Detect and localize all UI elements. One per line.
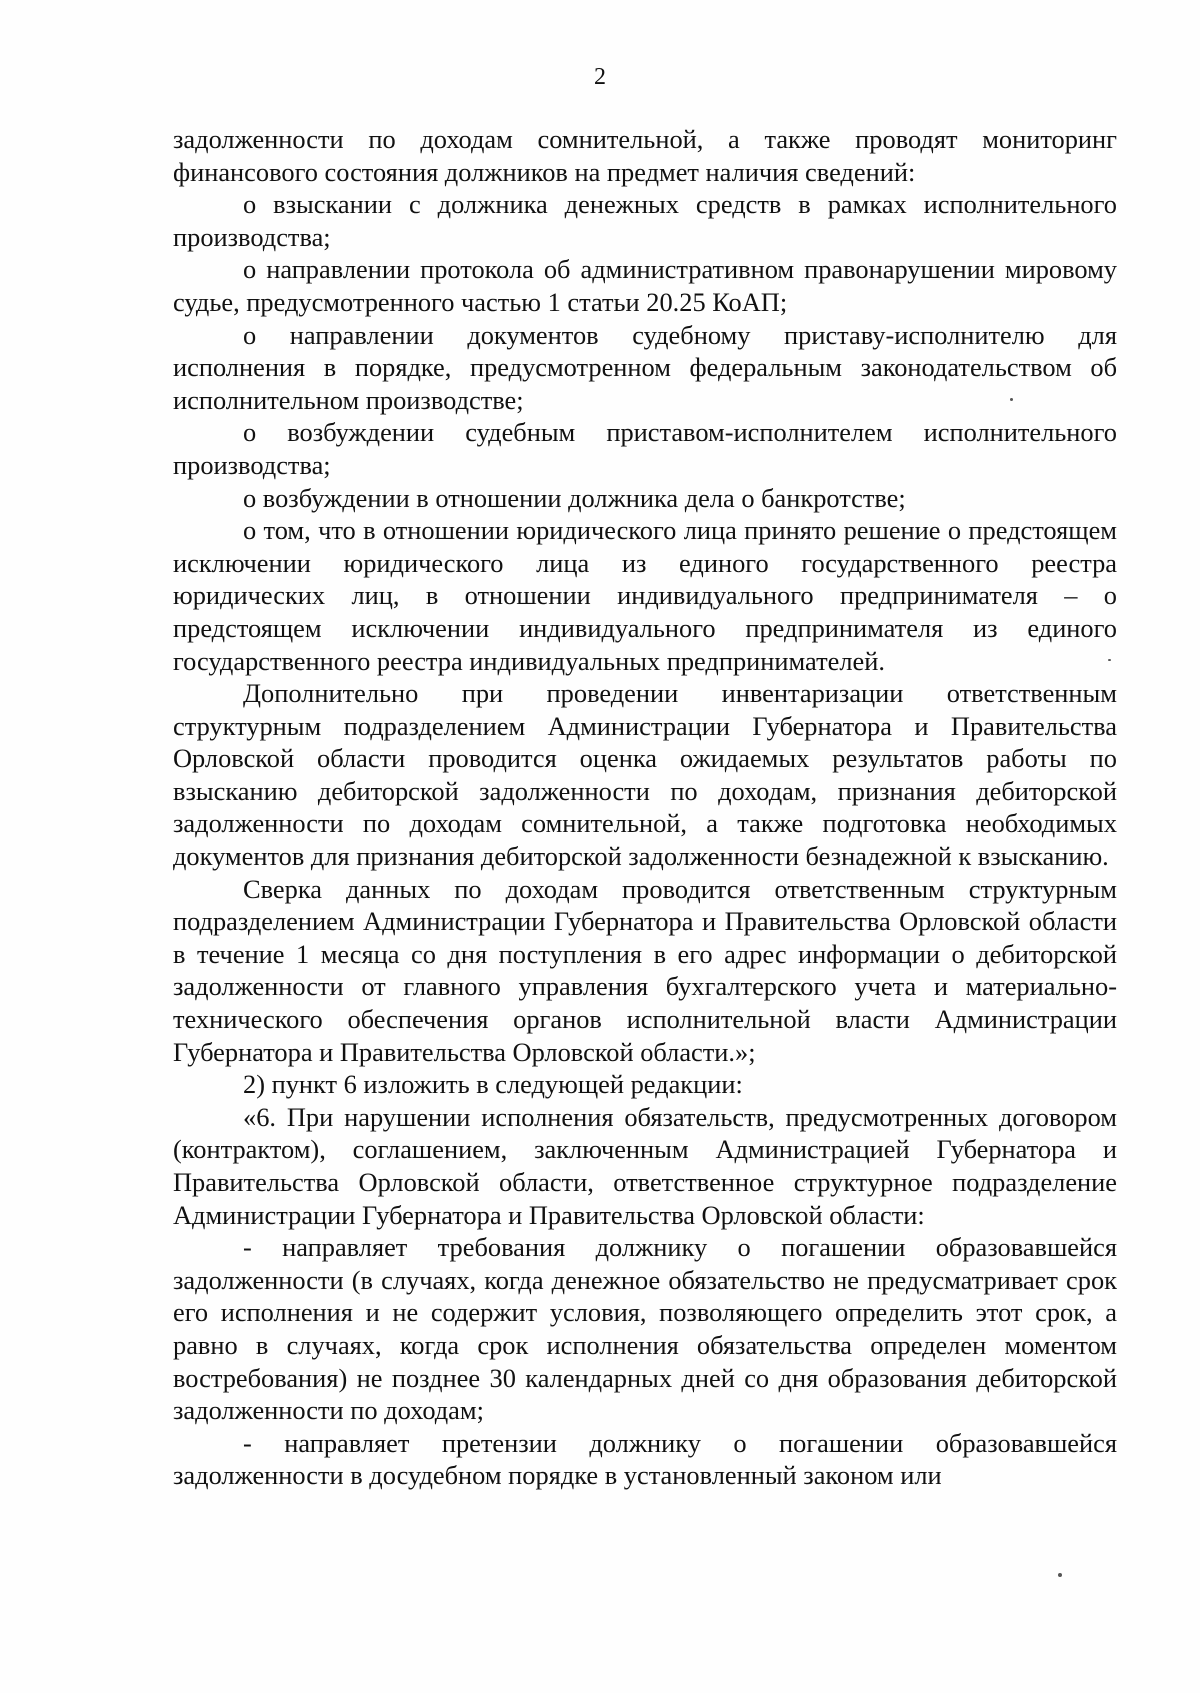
paragraph-inventory: Дополнительно при проведении инвентаризации ответственным структурным подразделением Администрации Губернатора и Правительства Орловской области проводится оценка ожидаемых результатов работы по взысканию дебиторской задолженности по доходам, признания дебиторской задолженности по доходам сомнительной, а также подготовка необходимых документов для признания дебиторской задолженности безнадежной к взысканию. bbox=[173, 678, 1117, 872]
paragraph-item-protocol: о направлении протокола об административном правонарушении мировому судье, предусмотренного частью 1 статьи 20.25 КоАП; bbox=[173, 254, 1117, 317]
scan-speck bbox=[1108, 659, 1111, 661]
paragraph-item-bailiff-documents: о направлении документов судебному приставу-исполнителю для исполнения в порядке, предусмотренном федеральным законодательством об исполнительном производстве; bbox=[173, 319, 1117, 415]
paragraph-requirement-item: - направляет требования должнику о погашении образовавшейся задолженности (в случаях, когда денежное обязательство не предусматривает срок его исполнения и не содержит условия, позволяющего определить этот срок, а равно в случаях, когда срок исполнения обязательства определен моментом востребования) не позднее 30 календарных дней со дня образования дебиторской задолженности по доходам; bbox=[173, 1232, 1117, 1426]
paragraph-item-proceedings: о возбуждении судебным приставом-исполнителем исполнительного производства; bbox=[173, 417, 1117, 480]
paragraph-clause-6: «6. При нарушении исполнения обязательств, предусмотренных договором (контрактом), соглашением, заключенным Администрацией Губернатора и Правительства Орловской области, ответственное структурное подразделение Администрации Губернатора и Правительства Орловской области: bbox=[173, 1101, 1117, 1230]
paragraph-amendment-point-2: 2) пункт 6 изложить в следующей редакции: bbox=[243, 1069, 743, 1100]
paragraph-continuation: задолженности по доходам сомнительной, а также проводят мониторинг финансового состояния должников на предмет наличия сведений: bbox=[173, 124, 1117, 187]
paragraph-claim-item: - направляет претензии должнику о погашении образовавшейся задолженности в досудебном порядке в установленный законом или bbox=[173, 1427, 1117, 1491]
scan-speck bbox=[1058, 1573, 1062, 1577]
document-body bbox=[173, 123, 1117, 1492]
paragraph-item-enforcement: о взыскании с должника денежных средств в рамках исполнительного производства; bbox=[173, 189, 1117, 252]
page-number: 2 bbox=[594, 64, 606, 90]
paragraph-reconciliation: Сверка данных по доходам проводится ответственным структурным подразделением Администрации Губернатора и Правительства Орловской области в течение 1 месяца со дня поступления в его адрес информации о дебиторской задолженности от главного управления бухгалтерского учета и материально-технического обеспечения органов исполнительной власти Администрации Губернатора и Правительства Орловской области.»; bbox=[173, 873, 1117, 1067]
paragraph-item-bankruptcy: о возбуждении в отношении должника дела о банкротстве; bbox=[243, 482, 906, 513]
paragraph-item-register-exclusion: о том, что в отношении юридического лица принято решение о предстоящем исключении юридического лица из единого государственного реестра юридических лиц, в отношении индивидуального предпринимателя – о предстоящем исключении индивидуального предпринимателя из единого государственного реестра индивидуальных предпринимателей. bbox=[173, 515, 1117, 676]
scan-speck bbox=[1010, 398, 1013, 401]
